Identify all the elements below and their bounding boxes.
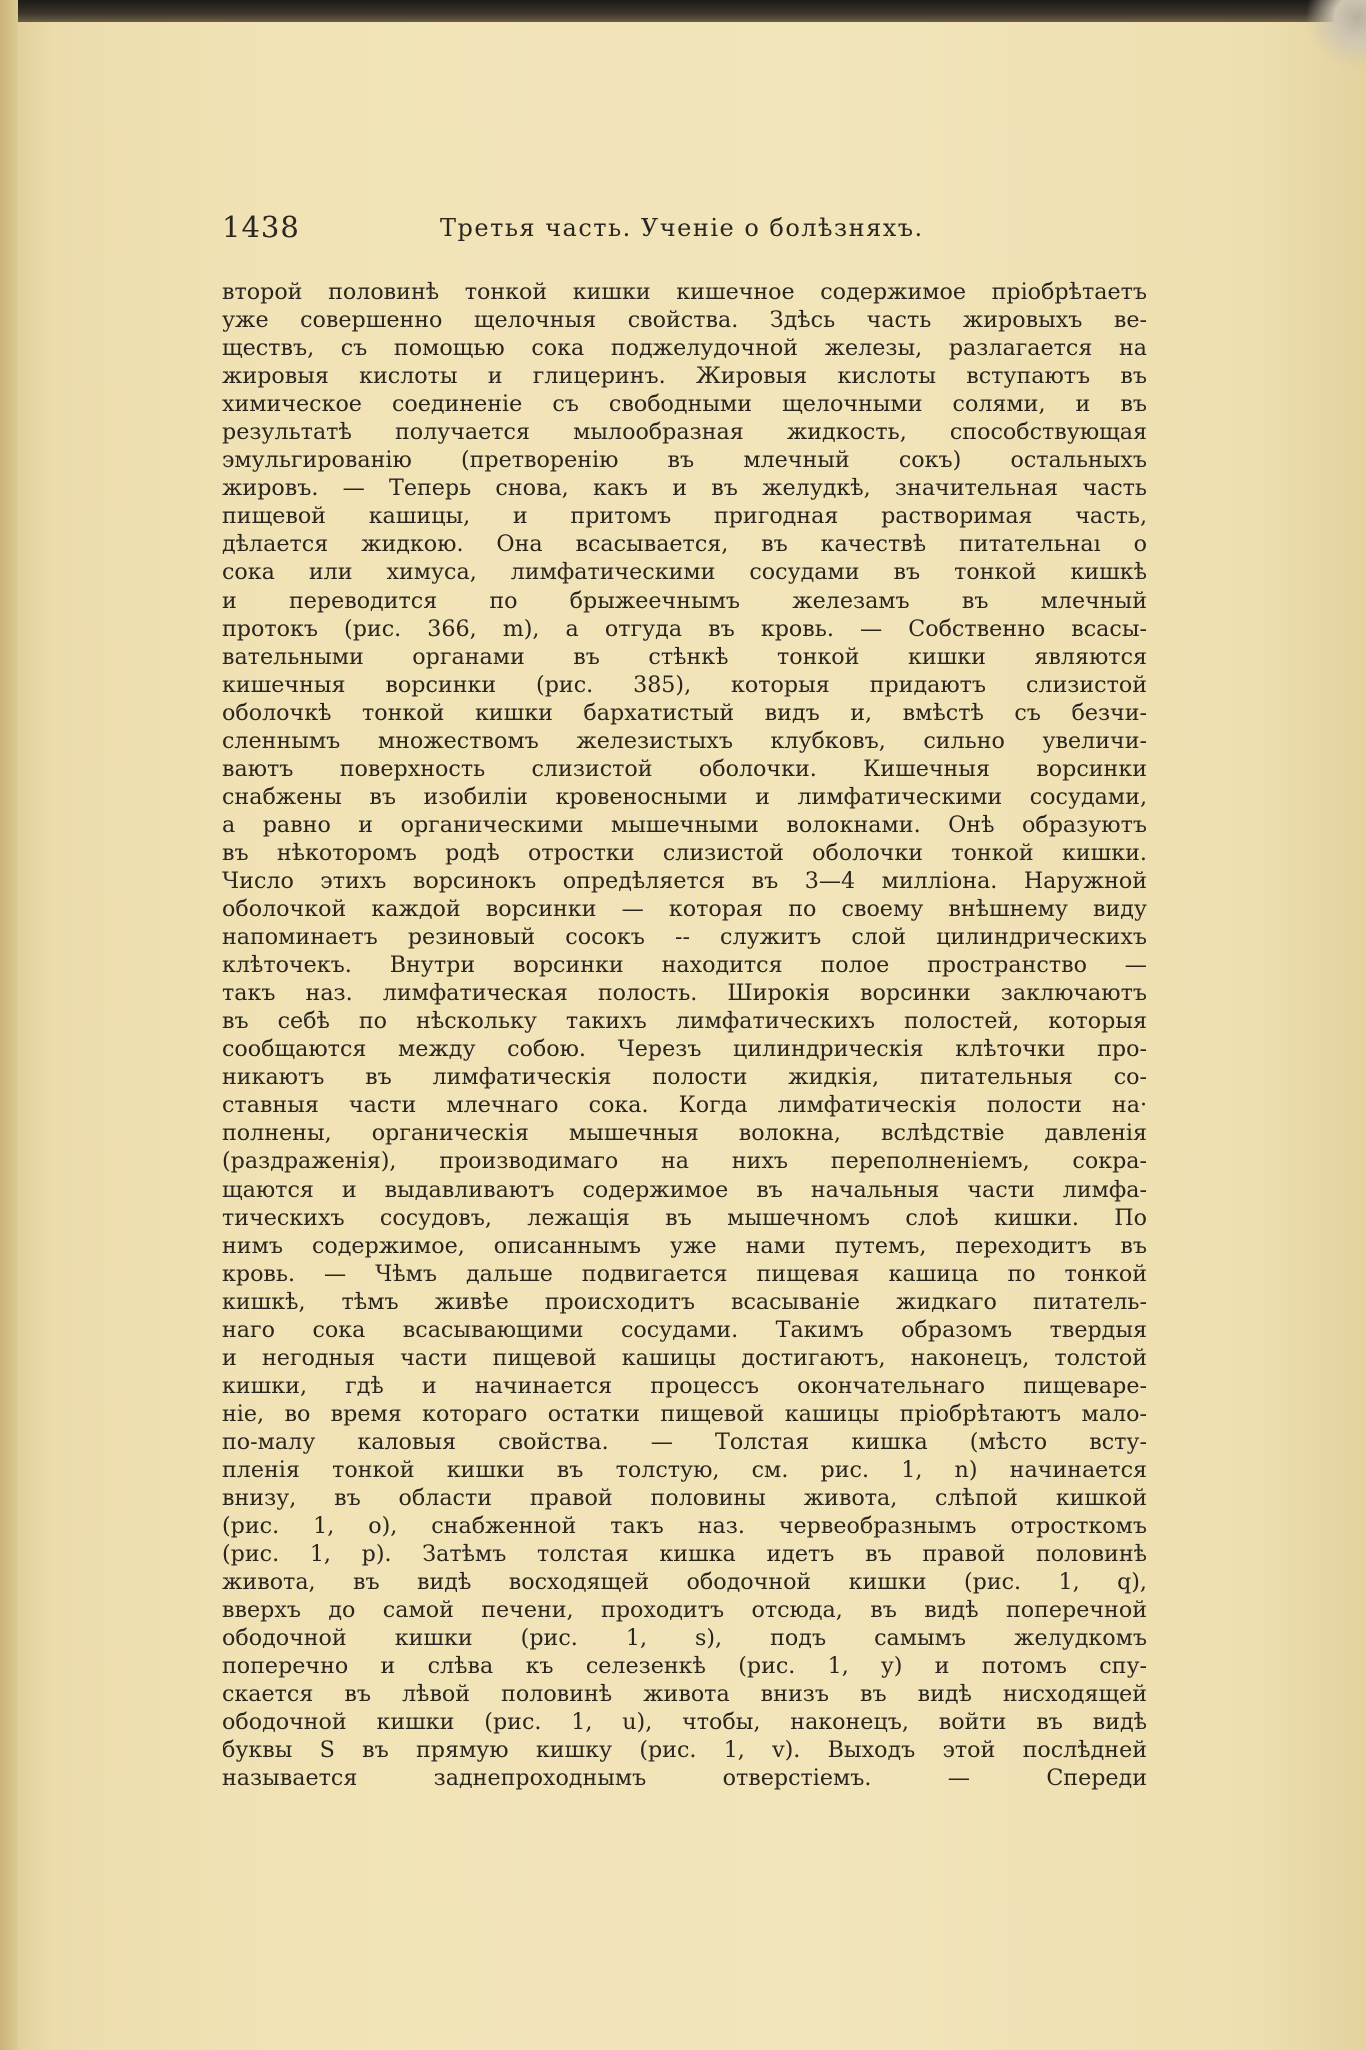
text-line: уже совершенно щелочныя свойства. Здѣсь часть жировыхъ ве- [222,307,1147,334]
page-left-edge [0,0,18,2050]
text-line: результатѣ получается мылообразная жидкость, способствующая [222,419,1147,446]
text-line: оболочкой каждой ворсинки — которая по своему внѣшнему виду [222,896,1147,923]
text-line: буквы S въ прямую кишку (рис. 1, v). Выходъ этой послѣдней [222,1737,1147,1764]
text-line: называется заднепроходнымъ отверстіемъ. — Спереди [222,1765,1147,1792]
text-line: пищевой кашицы, и притомъ пригодная растворимая часть, [222,503,1147,530]
text-line: кишки, гдѣ и начинается процессъ окончательнаго пищеваре- [222,1372,1147,1399]
text-line: кишкѣ, тѣмъ живѣе происходитъ всасываніе жидкаго питатель- [222,1288,1147,1315]
text-line: дѣлается жидкою. Она всасывается, въ качествѣ питательнаı о [222,531,1147,558]
text-line: (рис. 1, o), снабженной такъ наз. червеобразнымъ отросткомъ [222,1513,1147,1540]
text-line: ваютъ поверхность слизистой оболочки. Кишечныя ворсинки [222,755,1147,782]
text-line: въ себѣ по нѣскольку такихъ лимфатическихъ полостей, которыя [222,1008,1147,1035]
text-line: ободочной кишки (рис. 1, s), подъ самымъ желудкомъ [222,1625,1147,1652]
text-line: пленія тонкой кишки въ толстую, см. рис. 1, n) начинается [222,1456,1147,1483]
text-line: ніе, во время котораго остатки пищевой кашицы пріобрѣтаютъ мало- [222,1400,1147,1427]
text-line: кровь. — Чѣмъ дальше подвигается пищевая кашица по тонкой [222,1260,1147,1287]
page-corner-wear [1306,0,1366,70]
text-line: и негодныя части пищевой кашицы достигаютъ, наконецъ, толстой [222,1344,1147,1371]
text-line: такъ наз. лимфатическая полость. Широкія ворсинки заключаютъ [222,980,1147,1007]
text-line: вверхъ до самой печени, проходитъ отсюда, въ видѣ поперечной [222,1597,1147,1624]
text-line: эмульгированію (претворенію въ млечный сокъ) остальныхъ [222,447,1147,474]
text-line: ободочной кишки (рис. 1, u), чтобы, наконецъ, войти въ видѣ [222,1709,1147,1736]
text-line: напоминаетъ резиновый сосокъ -- служитъ слой цилиндрическихъ [222,924,1147,951]
text-line: нимъ содержимое, описаннымъ уже нами путемъ, переходитъ въ [222,1232,1147,1259]
scan-top-shadow [0,0,1366,22]
text-line: жировыя кислоты и глицеринъ. Жировыя кислоты вступаютъ въ [222,363,1147,390]
text-line: внизу, въ области правой половины живота, слѣпой кишкой [222,1485,1147,1512]
text-line: ществъ, съ помощью сока поджелудочной железы, разлагается на [222,335,1147,362]
text-line: протокъ (рис. 366, m), а отгуда въ кровь. — Собственно всасы- [222,615,1147,642]
text-line: кишечныя ворсинки (рис. 385), которыя придаютъ слизистой [222,671,1147,698]
text-line: сока или химуса, лимфатическими сосудами въ тонкой кишкѣ [222,559,1147,586]
text-line: (рис. 1, p). Затѣмъ толстая кишка идетъ въ правой половинѣ [222,1541,1147,1568]
text-line: и переводится по брыжеечнымъ железамъ въ млечный [222,587,1147,614]
text-line: (раздраженія), производимаго на нихъ переполненіемъ, сокра- [222,1148,1147,1175]
text-line: сленнымъ множествомъ железистыхъ клубковъ, сильно увеличи- [222,727,1147,754]
text-line: тическихъ сосудовъ, лежащія въ мышечномъ слоѣ кишки. По [222,1204,1147,1231]
text-line: а равно и органическими мышечными волокнами. Онѣ образуютъ [222,811,1147,838]
page-header [222,210,1147,250]
text-line: Число этихъ ворсинокъ опредѣляется въ 3—4 милліона. Наружной [222,867,1147,894]
text-line: второй половинѣ тонкой кишки кишечное содержимое пріобрѣтаетъ [222,279,1147,305]
text-line: поперечно и слѣва къ селезенкѣ (рис. 1, y) и потомъ спу- [222,1653,1147,1680]
text-line: щаются и выдавливаютъ содержимое въ начальныя части лимфа- [222,1176,1147,1203]
text-line: никаютъ въ лимфатическія полости жидкія, питательныя со- [222,1064,1147,1091]
text-line: жировъ. — Теперь снова, какъ и въ желудкѣ, значительная часть [222,475,1147,502]
text-line: химическое соединеніе съ свободными щелочными солями, и въ [222,391,1147,418]
running-head: Третья часть. Ученіе о болѣзняхъ. [440,214,924,242]
text-line: въ нѣкоторомъ родѣ отростки слизистой оболочки тонкой кишки. [222,839,1147,866]
text-line: клѣточекъ. Внутри ворсинки находится полое пространство — [222,952,1147,979]
text-line: снабжены въ изобиліи кровеносными и лимфатическими сосудами, [222,783,1147,810]
text-line: наго сока всасывающими сосудами. Такимъ образомъ твердыя [222,1316,1147,1343]
text-line: оболочкѣ тонкой кишки бархатистый видъ и, вмѣстѣ съ безчи- [222,699,1147,726]
body-text [222,278,1147,1793]
text-line: сообщаются между собою. Черезъ цилиндрическія клѣточки про- [222,1036,1147,1063]
text-line: по-малу каловыя свойства. — Толстая кишка (мѣсто всту- [222,1428,1147,1455]
text-line: ставныя части млечнаго сока. Когда лимфатическія полости на· [222,1092,1147,1119]
page-number: 1438 [222,210,300,244]
text-line: полнены, органическія мышечныя волокна, вслѣдствіе давленія [222,1120,1147,1147]
text-line: скается въ лѣвой половинѣ живота внизъ въ видѣ нисходящей [222,1681,1147,1708]
text-line: живота, въ видѣ восходящей ободочной кишки (рис. 1, q), [222,1569,1147,1596]
text-line: вательными органами въ стѣнкѣ тонкой кишки являются [222,643,1147,670]
